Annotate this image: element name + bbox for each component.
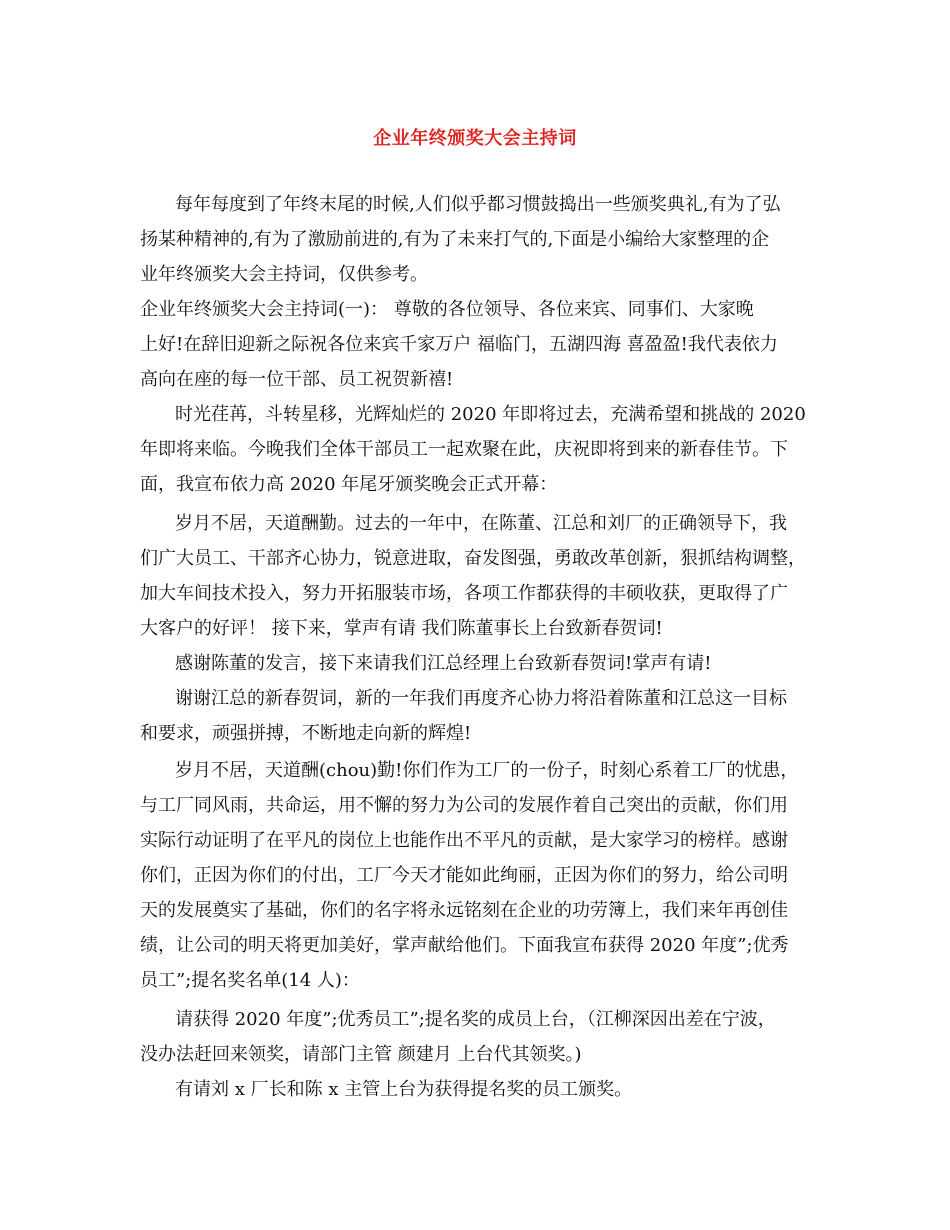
text-line: 企业年终颁奖大会主持词(一)： 尊敬的各位领导、各位来宾、同事们、大家晚: [140, 299, 754, 320]
text-line: 扬某种精神的,有为了激励前进的,有为了未来打气的,下面是小编给大家整理的企: [140, 229, 770, 250]
text-line: 每年每度到了年终末尾的时候,人们似乎都习惯鼓捣出一些颁奖典礼,有为了弘: [175, 194, 781, 215]
text-line: 高向在座的每一位干部、员工祝贺新禧!: [140, 369, 454, 390]
text-line: 天的发展奠实了基础，你们的名字将永远铭刻在企业的功劳簿上，我们来年再创佳: [140, 900, 788, 921]
text-line: 和要求，顽强拼搏，不断地走向新的辉煌!: [140, 723, 472, 744]
text-line: 你们，正因为你们的付出，工厂今天才能如此绚丽，正因为你们的努力，给公司明: [140, 865, 788, 886]
text-line: 请获得 2020 年度”;优秀员工”;提名奖的成员上台，（江柳深因出差在宁波，: [175, 1009, 776, 1030]
text-line: 加大车间技术投入，努力开拓服装市场，各项工作都获得的丰硕收获，更取得了广: [140, 583, 788, 604]
text-line: 岁月不居，天道酬勤。过去的一年中，在陈董、江总和刘厂的正确领导下，我: [175, 513, 787, 534]
text-line: 大客户的好评！ 接下来，掌声有请 我们陈董事长上台致新春贺词!: [140, 618, 663, 639]
text-line: 时光荏苒，斗转星移，光辉灿烂的 2020 年即将过去，充满希望和挑战的 2020: [175, 404, 806, 425]
text-line: 面，我宣布依力高 2020 年尾牙颁奖晚会正式开幕：: [140, 474, 558, 495]
text-line: 员工”;提名奖名单(14 人)：: [140, 970, 360, 991]
text-line: 实际行动证明了在平凡的岗位上也能作出不平凡的贡献，是大家学习的榜样。感谢: [140, 830, 788, 851]
text-line: 业年终颁奖大会主持词，仅供参考。: [140, 264, 428, 285]
text-line: 绩，让公司的明天将更加美好，掌声献给他们。下面我宣布获得 2020 年度”;优秀: [140, 935, 789, 956]
text-line: 感谢陈董的发言，接下来请我们江总经理上台致新春贺词!掌声有请!: [175, 653, 712, 674]
text-line: 与工厂同风雨，共命运，用不懈的努力为公司的发展作着自己突出的贡献，你们用: [140, 795, 788, 816]
text-line: 没办法赶回来领奖，请部门主管 颜建月 上台代其领奖。): [140, 1044, 582, 1065]
text-line: 们广大员工、干部齐心协力，锐意进取，奋发图强，勇敢改革创新，狠抓结构调整，: [140, 548, 806, 569]
text-line: 有请刘 x 厂长和陈 x 主管上台为获得提名奖的员工颁奖。: [175, 1079, 633, 1100]
text-line: 岁月不居，天道酬(chou)勤!你们作为工厂的一份子，时刻心系着工厂的忧患，: [175, 760, 799, 781]
text-line: 年即将来临。今晚我们全体干部员工一起欢聚在此，庆祝即将到来的新春佳节。下: [140, 439, 788, 460]
text-line: 上好!在辞旧迎新之际祝各位来宾千家万户 福临门，五湖四海 喜盈盈!我代表依力: [140, 334, 778, 355]
document-title: 企业年终颁奖大会主持词: [373, 128, 577, 149]
text-line: 谢谢江总的新春贺词，新的一年我们再度齐心协力将沿着陈董和江总这一目标: [175, 688, 787, 709]
